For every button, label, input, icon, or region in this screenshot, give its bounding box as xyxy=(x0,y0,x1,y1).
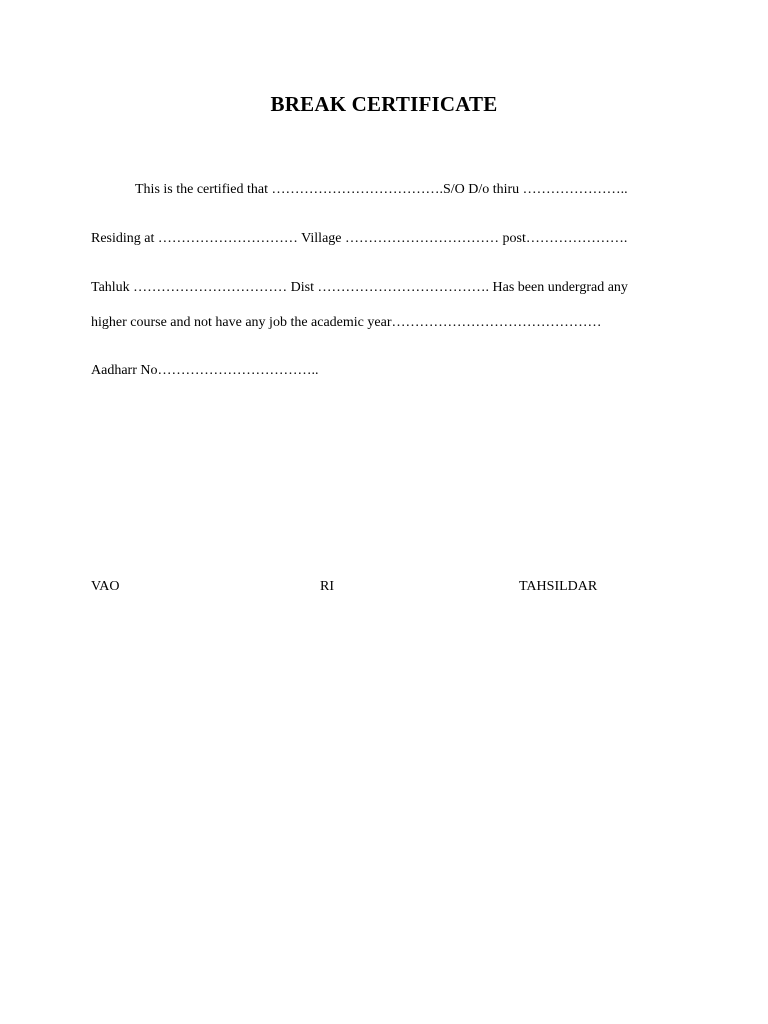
certificate-line-certified: This is the certified that ……………………………….S/O D/o thiru ………………….. xyxy=(135,182,628,197)
signatory-ri: RI xyxy=(320,579,334,594)
signatory-tahsildar: TAHSILDAR xyxy=(519,579,598,594)
signatory-vao: VAO xyxy=(91,579,120,594)
certificate-line-residing: Residing at ………………………… Village …………………………… post…………………. xyxy=(91,231,628,246)
certificate-title: BREAK CERTIFICATE xyxy=(270,92,498,116)
certificate-line-aadhaar: Aadharr No…………………………….. xyxy=(91,363,319,378)
certificate-line-tahluk: Tahluk …………………………… Dist ………………………………. Has been undergrad any xyxy=(91,280,628,295)
certificate-line-academic-year: higher course and not have any job the academic year……………………………………… xyxy=(91,315,602,330)
